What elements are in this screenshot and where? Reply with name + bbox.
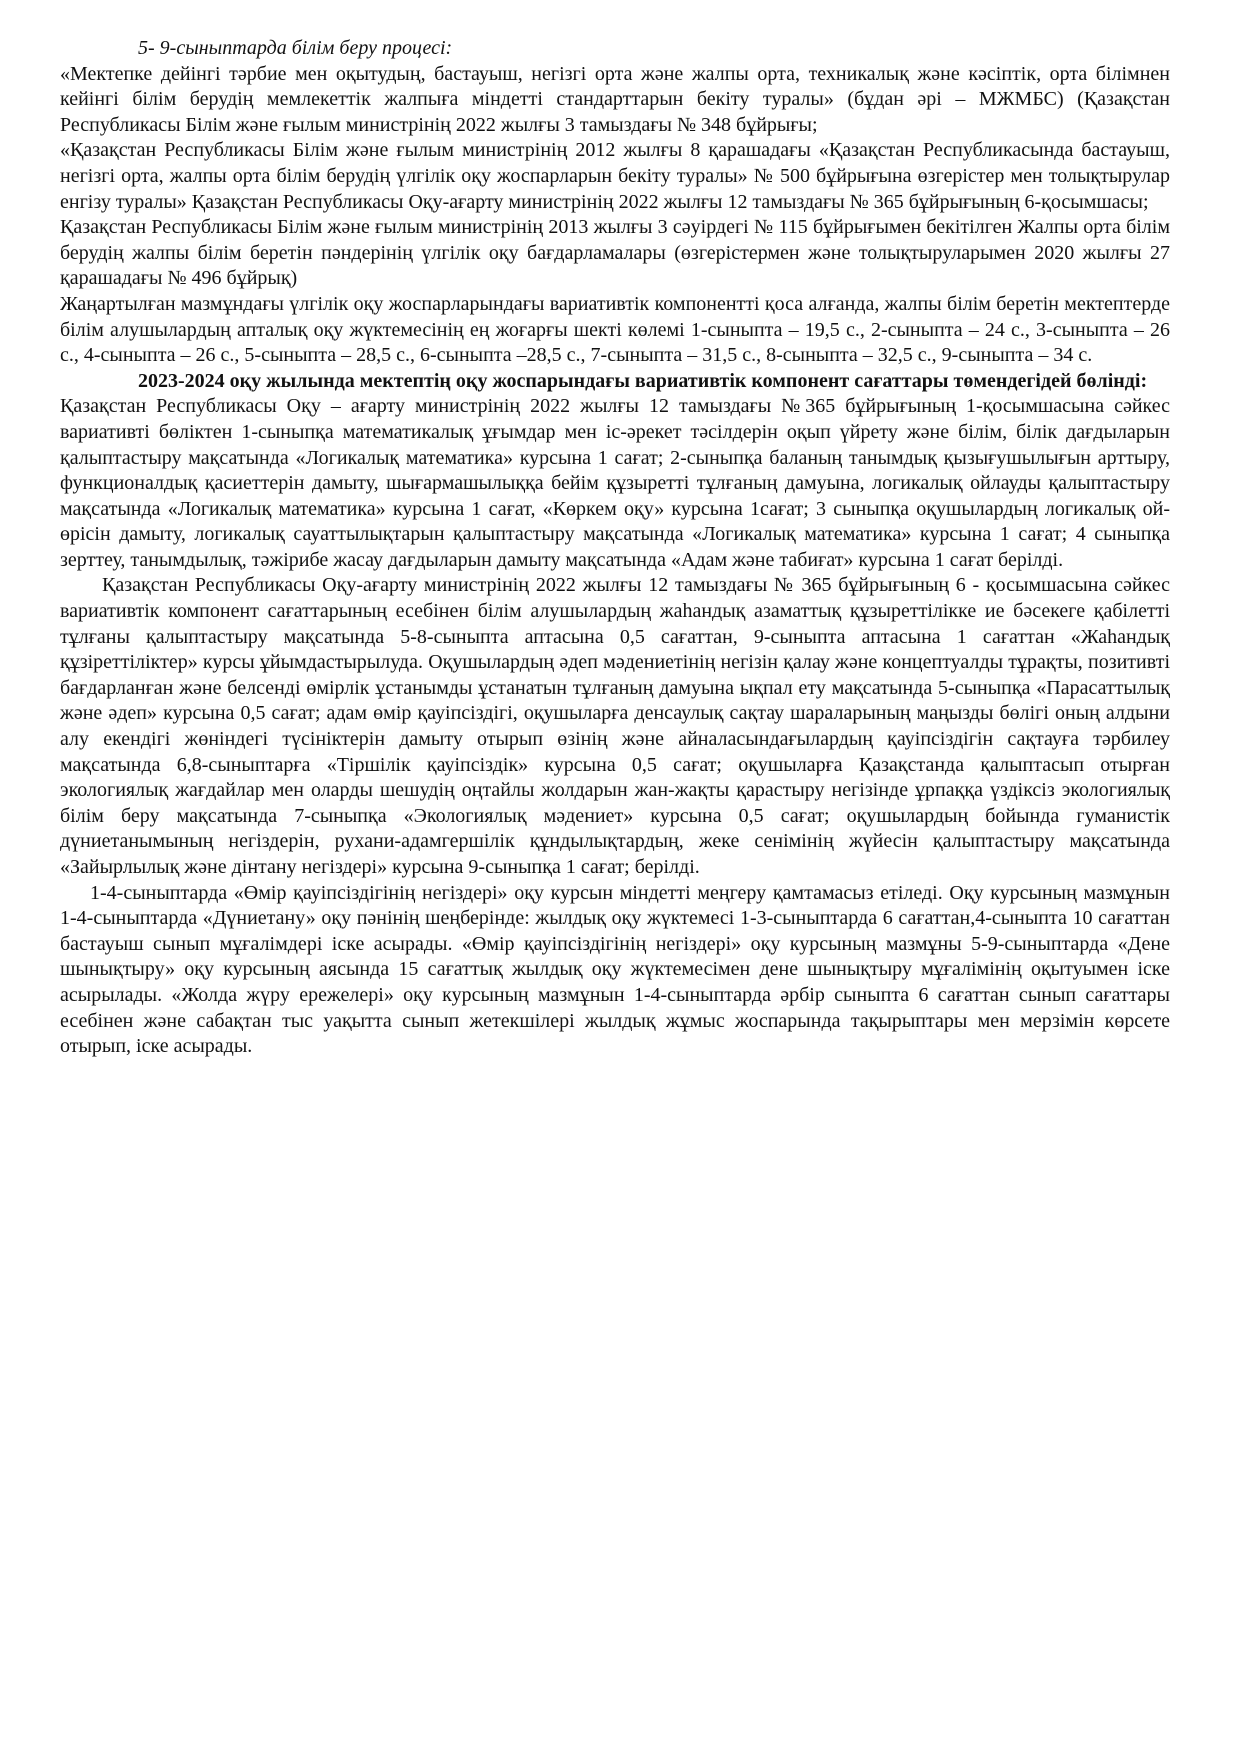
paragraph-order-500: «Қазақстан Республикасы Білім және ғылым министрінің 2012 жылғы 8 қарашадағы «Қазақстан Республикасында бастауыш, негізгі орта, жалпы орта білім берудің үлгілік оқу жоспарларын бекіту туралы» № 500 бұйрығына өзгерістер мен толықтырулар енгізу туралы» Қазақстан Республикасы Оқу-ағарту министрінің 2022 жылғы 12 тамыздағы № 365 бұйрығының 6-қосымшасы; [60, 139, 1170, 213]
document-page [60, 36, 1170, 1060]
paragraph-standards: «Мектепке дейінгі тәрбие мен оқытудың, бастауыш, негізгі орта және жалпы орта, техникалық және кәсіптік, орта білімнен кейінгі білім берудің мемлекеттік жалпыға міндетті стандарттарын бекіту туралы» (бұдан әрі – МЖМБС) (Қазақстан Республикасы Білім және ғылым министрінің 2022 жылғы 3 тамыздағы № 348 бұйрығы; [60, 62, 1170, 136]
section-title: 5- 9-сыныптарда білім беру процесі: [138, 37, 453, 59]
paragraph-variative-courses: Қазақстан Республикасы Оқу-ағарту министрінің 2022 жылғы 12 тамыздағы № 365 бұйрығының 6 - қосымшасына сәйкес вариативтік компонент сағаттарының есебінен білім алушылардың жаһандық азаматтық құзыреттілікке ие бәсекеге қабілетті тұлғаны қалыптастыру мақсатында 5-8-сыныпта аптасына 0,5 сағаттан, 9-сыныпта аптасына 1 сағаттан «Жаһандық құзіреттіліктер» курсы ұйымдастырылуда. Оқушылардың әдеп мәдениетінің негізін қалау және концептуалды тұрақты, позитивті бағдарланған және белсенді өмірлік ұстанымды ұстанатын тұлғаның дамуына ықпал ету мақсатында 5-сыныпқа «Парасаттылық және әдеп» курсына 0,5 сағат; адам өмір қауіпсіздігі, оқушыларға денсаулық сақтау шараларының маңызды бөлігі оның алдыни алу екендігі жөніндегі түсініктерін дамыту отырып өзінің және айналасындағылардың қауіпсіздігін сақтауға тәрбилеу мақсатында 6,8-сыныптарға «Тіршілік қауіпсіздік» курсына 0,5 сағат; оқушыларға Қазақстанда қалыптасып отырған экологиялық жағдайлар мен оларды шешудің оңтайлы жолдарын жан-жақты қарастыру негізінде ұрпаққа үздіксіз экологиялық білім беру мақсатында 7-сыныпқа «Экологиялық мәдениет» курсына 0,5 сағат; оқушылардың бойында гуманистік дүниетанымының негіздерін, рухани-адамгершілік құндылықтардың, жеке сенімінің жүйесін қалыптастыру мақсатында «Зайырлылық және дінтану негіздері» курсына 9-сыныпқа 1 сағат; берілді. [60, 574, 1170, 878]
section-heading-2023-2024: 2023-2024 оқу жылында мектептің оқу жоспарындағы вариативтік компонент сағаттары төмендегідей бөлінді: [138, 369, 1148, 392]
paragraph-life-safety: 1-4-сыныптарда «Өмір қауіпсіздігінің негіздері» оқу курсын міндетті меңгеру қамтамасыз етіледі. Оқу курсының мазмұнын 1-4-сыныптарда «Дүниетану» оқу пәнінің шеңберінде: жылдық оқу жүктемесі 1-3-сыныптарда 6 сағаттан,4-сыныпта 10 сағаттан бастауыш сынып мұғалімдері іске асырады. «Өмір қауіпсіздігінің негіздері» оқу курсының мазмұны 5-9-сыныптарда «Дене шынықтыру» оқу курсының аясында 15 сағаттық жылдық оқу жүктемесімен дене шынықтыру мұғалімінің оқытуымен іске асырылады. «Жолда жүру ережелері» оқу курсының мазмұнын 1-4-сыныптарда әрбір сыныпта 6 сағаттан сынып сағаттары есебінен және сабақтан тыс уақытта сынып жетекшілері жылдық жұмыс жоспарында тақырыптары мен мерзімін көрсете отырып, іске асырады. [60, 881, 1170, 1058]
paragraph-primary-courses: Қазақстан Республикасы Оқу – ағарту министрінің 2022 жылғы 12 тамыздағы №365 бұйрығының 1-қосымшасына сәйкес вариативті бөліктен 1-сыныпқа математикалық ұғымдар мен іс-әрекет тәсілдерін оқып үйрету және білім, білік дағдыларын қалыптастыру мақсатында «Логикалық математика» курсына 1 сағат; 2-сыныпқа баланың танымдық қызығушылығын арттыру, функционалдық қасиеттерін дамыту, шығармашылыққа бейім құзыретті тұлғаның дамуына, логикалық ойлауды қалыптастыру мақсатында «Логикалық математика» курсына 1 сағат, «Көркем оқу» курсына 1сағат; 3 сыныпқа оқушылардың логикалық ой-өрісін дамыту, логикалық сауаттылықтарын қалыптастыру мақсатында «Логикалық математика» курсына 1 сағат; 4 сыныпқа зерттеу, танымдылық, тәжірибе жасау дағдыларын дамыту мақсатында «Адам және табиғат» курсына 1 сағат берілді. [60, 395, 1170, 571]
paragraph-weekly-load: Жаңартылған мазмұндағы үлгілік оқу жоспарларындағы вариативтік компонентті қоса алғанда, жалпы білім беретін мектептерде білім алушылардың апталық оқу жүктемесінің ең жоғарғы шекті көлемі 1-сыныпта – 19,5 с., 2-сыныпта – 24 с., 3-сыныпта – 26 с., 4-сыныпта – 26 с., 5-сыныпта – 28,5 с., 6-сыныпта –28,5 с., 7-сыныпта – 31,5 с., 8-сыныпта – 32,5 с., 9-сыныпта – 34 с. [60, 292, 1170, 367]
paragraph-order-115: Қазақстан Республикасы Білім және ғылым министрінің 2013 жылғы 3 сәуірдегі № 115 бұйрығымен бекітілген Жалпы орта білім берудің жалпы білім беретін пәндерінің үлгілік оқу бағдарламалары (өзгерістермен және толықтыруларымен 2020 жылғы 27 қарашадағы № 496 бұйрық) [60, 216, 1170, 290]
